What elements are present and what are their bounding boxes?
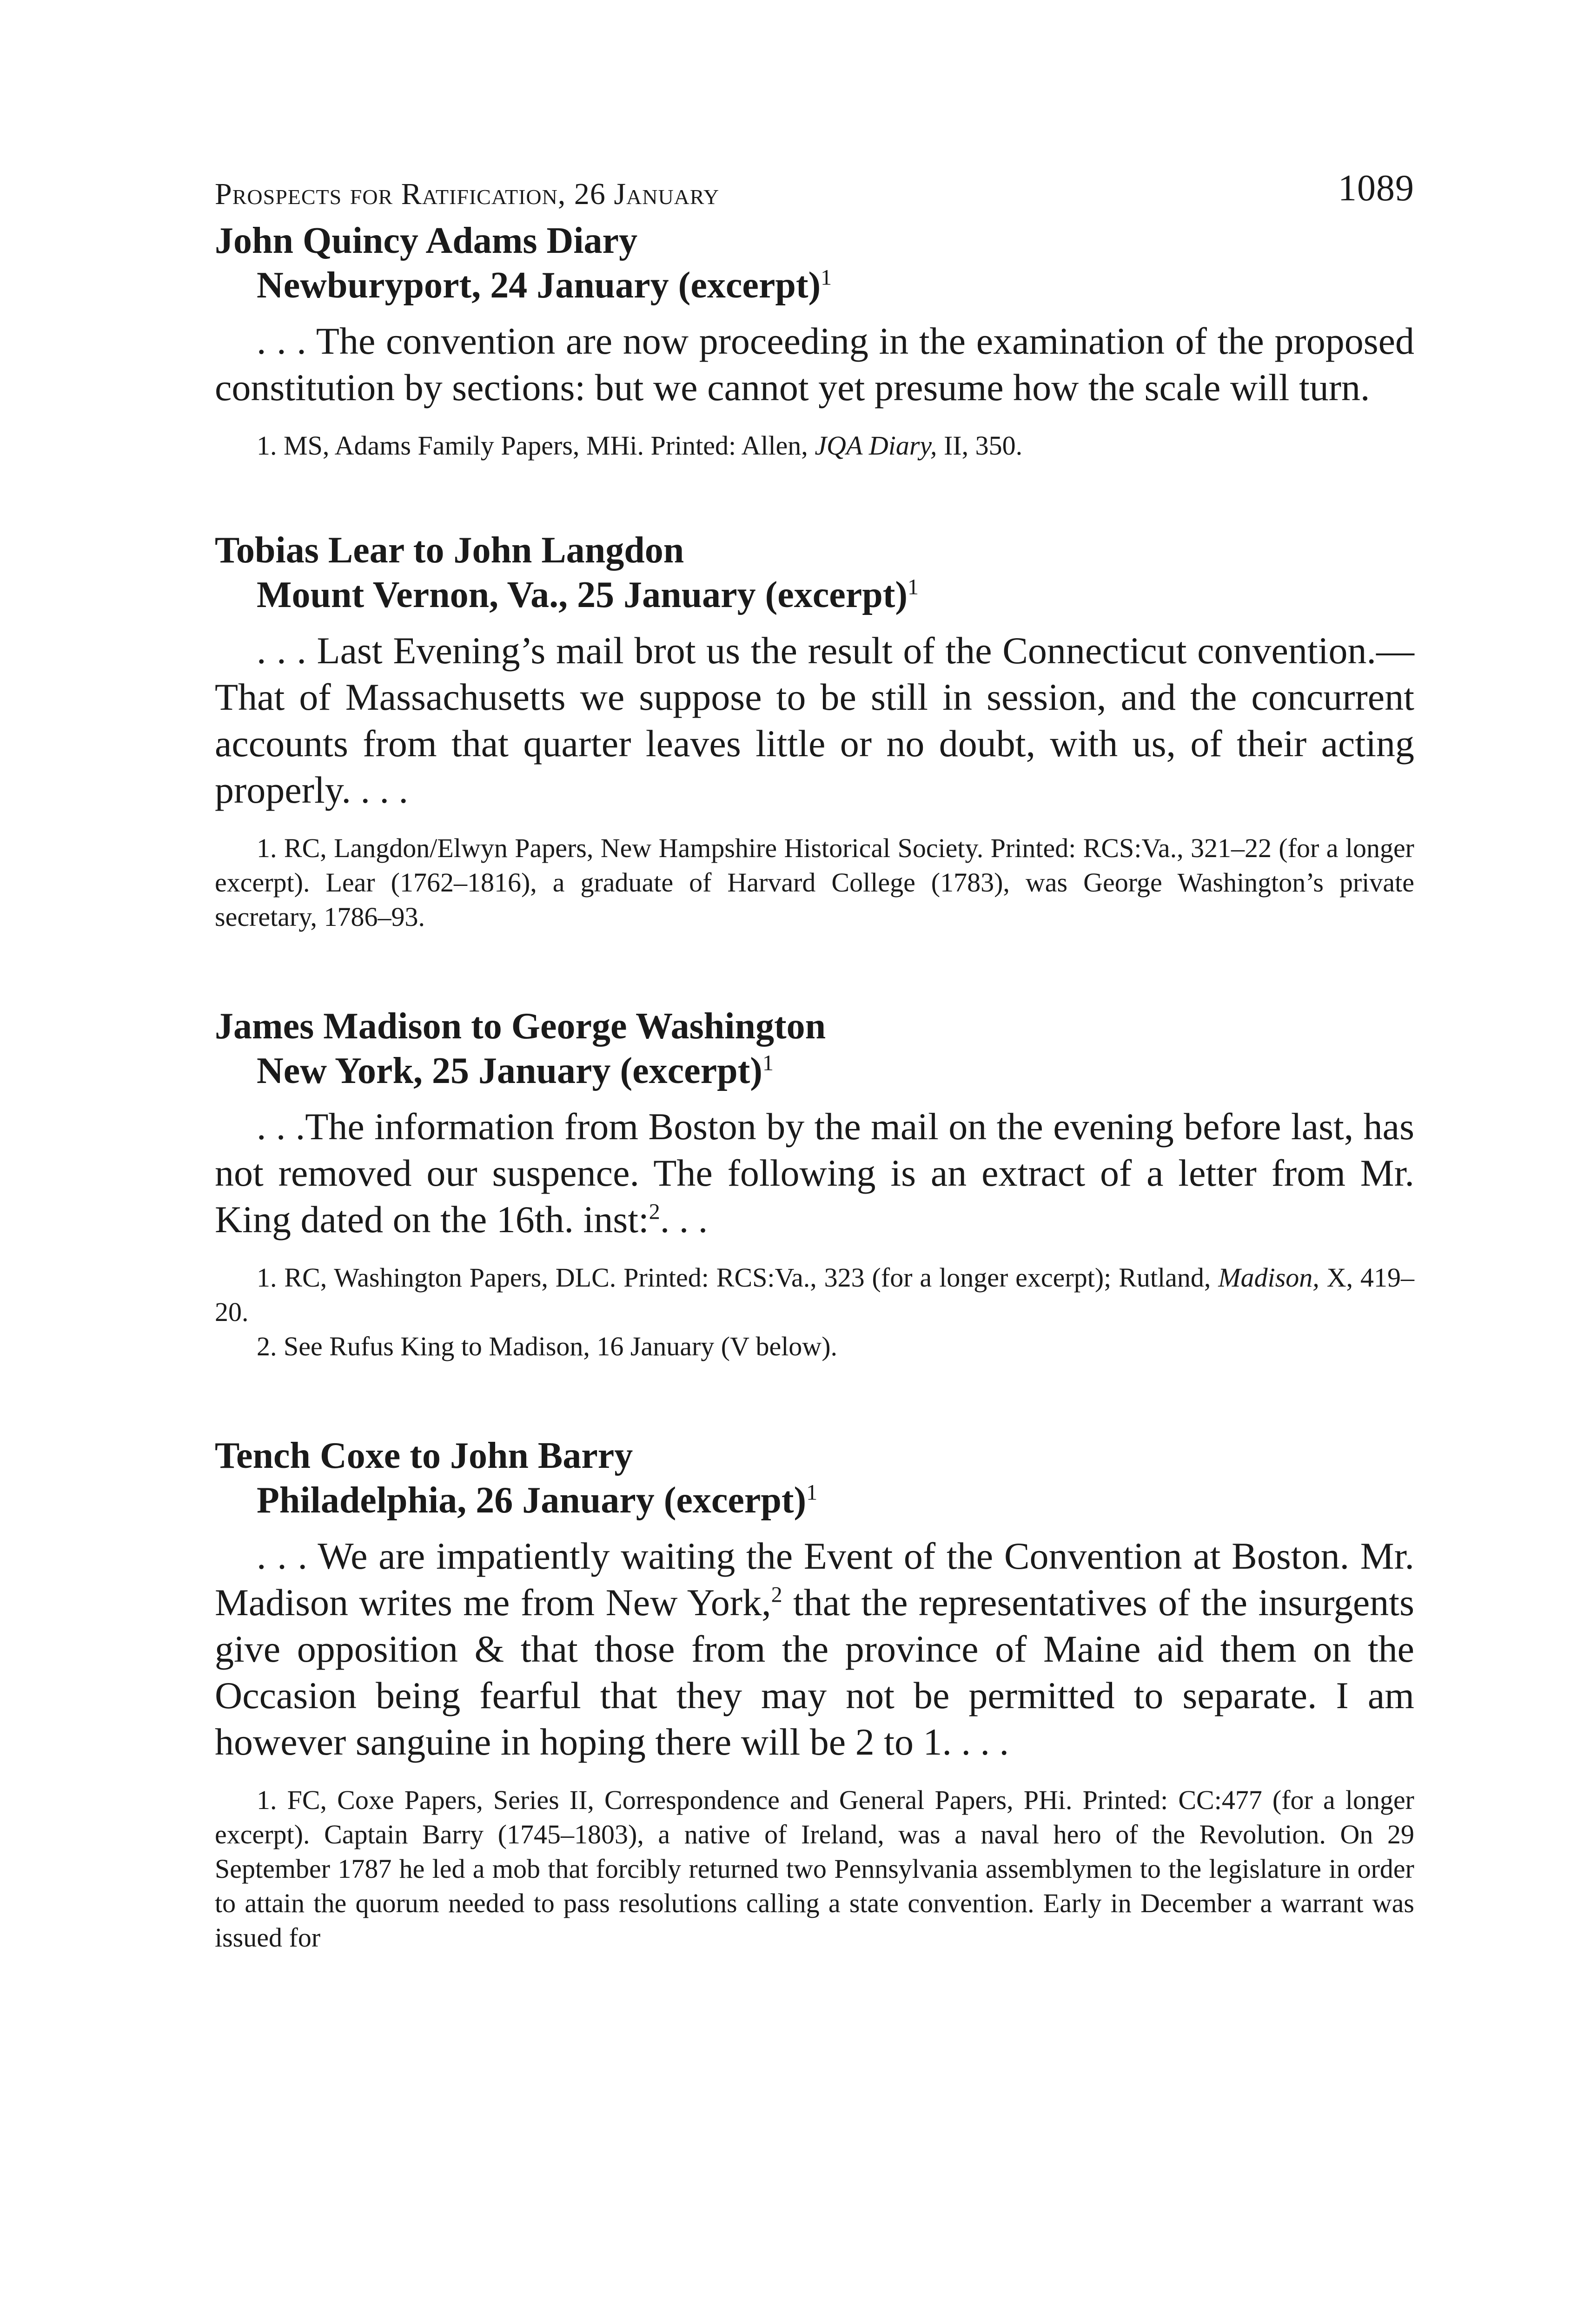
dateline-text: Newburyport, 24 January (excerpt) bbox=[257, 265, 821, 306]
document-jqa-diary bbox=[215, 218, 1414, 463]
footnote-ref[interactable]: 1 bbox=[908, 574, 919, 600]
section-spacer bbox=[215, 1364, 1414, 1433]
dateline-text: New York, 25 January (excerpt) bbox=[257, 1050, 762, 1091]
footnote-text: X, 419–20. bbox=[215, 1262, 1415, 1327]
footnotes bbox=[215, 429, 1414, 463]
document-body bbox=[215, 1533, 1414, 1765]
footnotes bbox=[215, 1261, 1414, 1364]
running-head-title: Prospects for Ratification, 26 January bbox=[215, 177, 720, 211]
footnote-ref[interactable]: 2 bbox=[771, 1582, 782, 1607]
footnote: 1. FC, Coxe Papers, Series II, Correspondence and General Papers, PHi. Printed: CC:477 (for a longer excerpt). Captain Barry (1745–1803), a native of Ireland, was a naval hero of the Revolution. On 29 September 1787 he led a mob that forcibly returned two Pennsylvania assemblymen to the legislature in order to attain the quorum needed to pass resolutions calling a state convention. Early in December a warrant was issued for bbox=[215, 1785, 1414, 1953]
footnote: 2. See Rufus King to Madison, 16 January (V below). bbox=[257, 1331, 838, 1361]
footnote-ref[interactable]: 2 bbox=[649, 1199, 660, 1224]
document-title: John Quincy Adams Diary bbox=[215, 220, 638, 261]
document-madison-to-washington bbox=[215, 1004, 1414, 1364]
document-lear-to-langdon bbox=[215, 528, 1414, 934]
section-spacer bbox=[215, 934, 1414, 1004]
footnote-ref[interactable]: 1 bbox=[821, 265, 832, 290]
body-text: that the representatives of the insurgents give opposition & that those from the province of Maine aid them on the Occasion being fearful that they may not be permitted to separate. I am however sanguine in hoping there will be 2 to 1. . . . bbox=[215, 1581, 1414, 1763]
dateline-text: Philadelphia, 26 January (excerpt) bbox=[257, 1480, 807, 1521]
footnote: 1. RC, Langdon/Elwyn Papers, New Hampshire Historical Society. Printed: RCS:Va., 321–22 (for a longer excerpt). Lear (1762–1816), a graduate of Harvard College (1783), was George Washington’s private secretary, 1786–93. bbox=[215, 833, 1414, 932]
document-dateline bbox=[257, 573, 1414, 617]
footnote-text: 1. RC, Washington Papers, DLC. Printed: RCS:Va., 323 (for a longer excerpt); Rutland, bbox=[257, 1262, 1219, 1293]
body-text: . . . We are impatiently waiting the Event of the Convention at Boston. Mr. Madison writes me from New York, bbox=[215, 1535, 1414, 1624]
document-title: Tench Coxe to John Barry bbox=[215, 1435, 633, 1476]
footnote-italic-title: Madison, bbox=[1218, 1262, 1319, 1293]
document-body: . . . Last Evening’s mail brot us the result of the Connecticut convention.—That of Massachusetts we suppose to be still in session, and the concurrent accounts from that quarter leaves little or no doubt, with us, of their acting properly. . . . bbox=[215, 629, 1414, 811]
document-dateline bbox=[257, 1049, 1414, 1093]
document-title: James Madison to George Washington bbox=[215, 1006, 826, 1047]
footnote-ref[interactable]: 1 bbox=[762, 1050, 774, 1076]
page-number: 1089 bbox=[1338, 168, 1414, 209]
document-dateline bbox=[257, 1478, 1414, 1523]
footnote-italic-title: JQA Diary, bbox=[815, 430, 937, 461]
footnotes bbox=[215, 1783, 1414, 1955]
document-dateline bbox=[257, 263, 1414, 308]
footnote-text: 1. MS, Adams Family Papers, MHi. Printed: Allen, bbox=[257, 430, 815, 461]
document-title: Tobias Lear to John Langdon bbox=[215, 530, 684, 571]
footnote bbox=[215, 429, 1414, 463]
body-text: . . .The information from Boston by the mail on the evening before last, has not removed our suspence. The following is an extract of a letter from Mr. King dated on the 16th. inst: bbox=[215, 1105, 1414, 1241]
document-coxe-to-barry bbox=[215, 1433, 1414, 1955]
body-text: . . . bbox=[660, 1198, 708, 1241]
dateline-text: Mount Vernon, Va., 25 January (excerpt) bbox=[257, 574, 908, 615]
footnote bbox=[215, 1261, 1414, 1329]
page bbox=[215, 167, 1414, 1955]
running-head bbox=[215, 167, 1414, 218]
footnote-text: II, 350. bbox=[937, 430, 1023, 461]
footnote-ref[interactable]: 1 bbox=[806, 1480, 818, 1505]
document-body bbox=[215, 1103, 1414, 1243]
document-body: . . . The convention are now proceeding in the examination of the proposed constitution by sections: but we cannot yet presume how the scale will turn. bbox=[215, 320, 1414, 409]
section-spacer bbox=[215, 463, 1414, 528]
footnotes bbox=[215, 831, 1414, 934]
